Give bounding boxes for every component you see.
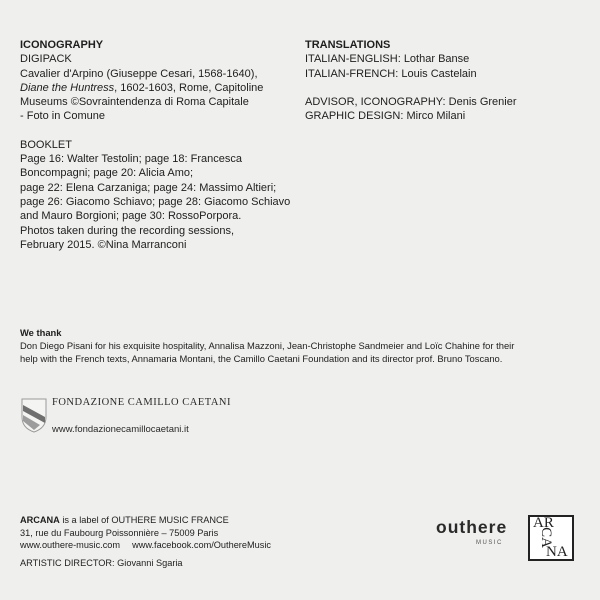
translation-line: ITALIAN-ENGLISH: Lothar Banse: [305, 53, 470, 66]
credit-line: ADVISOR, ICONOGRAPHY: Denis Grenier: [305, 95, 517, 108]
thanks-line: help with the French texts, Annamaria Montani, the Camillo Caetani Foundation and its director prof. Bruno Toscano.: [20, 353, 503, 364]
translations-heading: TRANSLATIONS: [305, 39, 391, 51]
website-link[interactable]: www.outhere-music.com: [20, 540, 121, 550]
right-credits-column: [305, 38, 580, 123]
booklet-line: page 26: Giacomo Schiavo; page 28: Giacomo Schiavo: [20, 195, 291, 208]
left-credits-column: [20, 38, 295, 252]
thanks-line: Don Diego Pisani for his exquisite hospitality, Annalisa Mazzoni, Jean-Christophe Sandmeier and Loïc Chahine for their: [20, 340, 515, 351]
arcana-logo-letters: AR: [533, 515, 554, 531]
outhere-music-subtitle: MUSIC: [476, 540, 503, 546]
label-description: is a label of OUTHERE MUSIC FRANCE: [59, 515, 229, 525]
booklet-line: Page 16: Walter Testolin; page 18: Francesca: [20, 153, 242, 166]
translation-line: ITALIAN-FRENCH: Louis Castelain: [305, 67, 477, 80]
arcana-name: ARCANA: [20, 515, 60, 525]
digipack-line: Cavalier d'Arpino (Giuseppe Cesari, 1568-1640),: [20, 67, 258, 80]
facebook-link[interactable]: www.facebook.com/OuthereMusic: [132, 540, 271, 550]
thanks-heading: We thank: [20, 327, 62, 338]
digipack-line: [20, 81, 295, 95]
thanks-section: [20, 326, 580, 365]
digipack-line: Museums ©Sovraintendenza di Roma Capitale: [20, 96, 249, 109]
label-info: [20, 514, 271, 552]
booklet-line: February 2015. ©Nina Marranconi: [20, 238, 187, 251]
arcana-logo-letters: NA: [546, 544, 568, 560]
foundation-name: FONDAZIONE CAMILLO CAETANI: [52, 397, 231, 408]
label-line: [20, 514, 271, 527]
booklet-line: Photos taken during the recording sessions,: [20, 224, 235, 237]
foundation-url[interactable]: www.fondazionecamillocaetani.it: [52, 424, 189, 435]
artwork-title: Diane the Huntress: [20, 81, 115, 94]
artistic-director: ARTISTIC DIRECTOR: Giovanni Sgaria: [20, 558, 183, 568]
booklet-heading: BOOKLET: [20, 138, 72, 151]
artwork-details: , 1602-1603, Rome, Capitoline: [114, 81, 264, 94]
booklet-line: Boncompagni; page 20: Alicia Amo;: [20, 167, 194, 180]
arcana-logo: [528, 515, 574, 561]
caetani-shield-icon: [20, 397, 48, 433]
outhere-logo: outhere: [436, 517, 508, 537]
digipack-line: - Foto in Comune: [20, 110, 105, 123]
booklet-line: and Mauro Borgioni; page 30: RossoPorpora.: [20, 210, 242, 223]
digipack-heading: DIGIPACK: [20, 53, 72, 66]
credit-line: GRAPHIC DESIGN: Mirco Milani: [305, 110, 466, 123]
iconography-heading: ICONOGRAPHY: [20, 39, 104, 51]
booklet-line: page 22: Elena Carzaniga; page 24: Massimo Altieri;: [20, 181, 277, 194]
arcana-logo-letters: CA: [537, 527, 554, 548]
label-links: [20, 539, 271, 552]
label-address: 31, rue du Faubourg Poissonnière – 75009 Paris: [20, 527, 219, 538]
